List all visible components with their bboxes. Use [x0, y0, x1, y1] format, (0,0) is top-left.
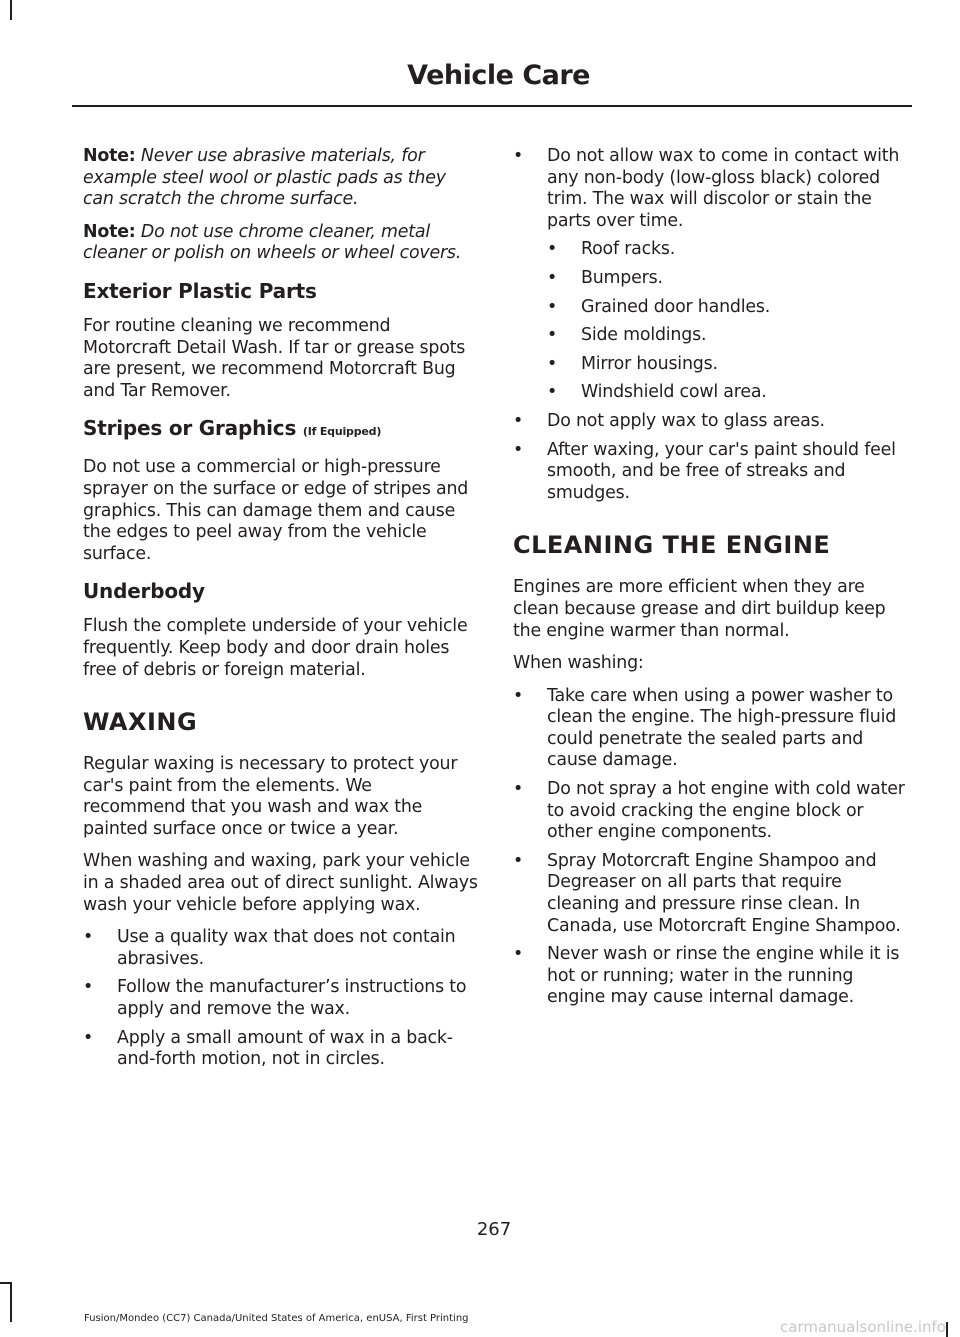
footer-text: Fusion/Mondeo (CC7) Canada/United States of America, enUSA, First Printing	[84, 1313, 469, 1324]
list-item	[83, 1028, 478, 1071]
sub-list-item-text: Roof racks.	[581, 239, 676, 260]
list-item	[513, 440, 911, 505]
cleaning-engine-heading: CLEANING THE ENGINE	[513, 531, 831, 560]
list-item	[513, 851, 911, 937]
list-item-text: Do not spray a hot engine with cold water to avoid cracking the engine block or other engine components.	[547, 779, 905, 843]
bullet-icon: •	[513, 944, 524, 965]
bullet-icon: •	[547, 353, 558, 374]
waxing-bullet-list-continued	[513, 146, 911, 504]
bullet-icon: •	[513, 779, 524, 800]
crop-mark-top-left	[10, 0, 12, 20]
crop-mark-bottom-left-horizontal	[0, 1282, 12, 1284]
list-item-text: Take care when using a power washer to clean the engine. The high-pressure fluid could penetrate the sealed parts and cause damage.	[547, 685, 897, 771]
note-label: Note:	[83, 221, 136, 242]
bullet-icon: •	[513, 850, 524, 871]
sub-list-item	[547, 325, 911, 347]
bullet-icon: •	[83, 927, 94, 948]
list-item-text: Do not apply wax to glass areas.	[547, 410, 825, 431]
list-item	[513, 944, 911, 1009]
note-chrome-cleaner	[83, 222, 478, 265]
list-item	[513, 411, 911, 433]
stripes-heading-qualifier: (If Equipped)	[302, 425, 382, 439]
waxing-bullet-list	[83, 927, 478, 1071]
sub-list-item	[547, 354, 911, 376]
note-text: Do not use chrome cleaner, metal cleaner or polish on wheels or wheel covers.	[83, 221, 462, 264]
sub-list-item-text: Side moldings.	[581, 325, 707, 346]
trim-parts-sub-list	[547, 239, 911, 404]
bullet-icon: •	[83, 977, 94, 998]
page-header-title: Vehicle Care	[407, 60, 590, 91]
list-item	[83, 927, 478, 970]
bullet-icon: •	[547, 325, 558, 346]
watermark: carmanualsonline.info	[780, 1318, 946, 1336]
note-text: Never use abrasive materials, for example steel wool or plastic pads as they can scratch the chrome surface.	[83, 146, 446, 210]
list-item-text: Never wash or rinse the engine while it is hot or running; water in the running engine may cause internal damage.	[547, 944, 900, 1008]
exterior-plastic-parts-heading: Exterior Plastic Parts	[83, 278, 317, 303]
stripes-graphics-heading	[83, 415, 478, 445]
bullet-icon: •	[547, 239, 558, 260]
when-washing-label: When washing:	[513, 653, 644, 674]
list-item	[513, 686, 911, 772]
stripes-graphics-text: Do not use a commercial or high-pressure sprayer on the surface or edge of stripes and graphics. This can damage them and cause the edges to peel away from the vehicle surface.	[83, 457, 469, 564]
bullet-icon: •	[547, 296, 558, 317]
list-item	[513, 779, 911, 844]
bullet-icon: •	[547, 382, 558, 403]
waxing-heading: WAXING	[83, 708, 198, 737]
sub-list-item-text: Grained door handles.	[581, 296, 771, 317]
bullet-icon: •	[547, 267, 558, 288]
waxing-intro: Regular waxing is necessary to protect your car's paint from the elements. We recommend that you wash and wax the painted surface once or twice a year.	[83, 754, 458, 839]
left-column	[83, 146, 478, 1078]
list-item-text: Spray Motorcraft Engine Shampoo and Degreaser on all parts that require cleaning and pressure rinse clean. In Canada, use Motorcraft Engine Shampoo.	[547, 850, 901, 936]
note-label: Note:	[83, 146, 136, 166]
list-item	[83, 977, 478, 1020]
sub-list-item	[547, 239, 911, 261]
exterior-plastic-parts-text: For routine cleaning we recommend Motorcraft Detail Wash. If tar or grease spots are present, we recommend Motorcraft Bug and Tar Remover.	[83, 315, 466, 401]
sub-list-item-text: Mirror housings.	[581, 353, 718, 374]
list-item-text: Apply a small amount of wax in a back-and-forth motion, not in circles.	[117, 1027, 453, 1070]
right-column	[513, 146, 911, 1016]
cleaning-engine-intro: Engines are more efficient when they are clean because grease and dirt buildup keep the engine warmer than normal.	[513, 577, 886, 641]
bullet-icon: •	[83, 1027, 94, 1048]
engine-bullet-list	[513, 686, 911, 1009]
list-item-text: After waxing, your car's paint should feel smooth, and be free of streaks and smudges.	[547, 439, 896, 503]
crop-mark-bottom-left-vertical	[10, 1282, 12, 1322]
page-number: 267	[476, 1219, 512, 1240]
stripes-heading-text: Stripes or Graphics	[83, 416, 297, 441]
sub-list-item	[547, 382, 911, 404]
note-chrome-abrasives	[83, 146, 478, 211]
list-item-text: Do not allow wax to come in contact with any non-body (low-gloss black) colored trim. The wax will discolor or stain the parts over time.	[547, 146, 900, 231]
bullet-icon: •	[513, 439, 524, 460]
underbody-text: Flush the complete underside of your vehicle frequently. Keep body and door drain holes free of debris or foreign material.	[83, 616, 468, 680]
sub-list-item-text: Windshield cowl area.	[581, 382, 767, 403]
bullet-icon: •	[513, 410, 524, 431]
list-item	[513, 146, 911, 404]
sub-list-item-text: Bumpers.	[581, 267, 663, 288]
bullet-icon: •	[513, 685, 524, 706]
underbody-heading: Underbody	[83, 579, 205, 604]
sub-list-item	[547, 268, 911, 290]
list-item-text: Follow the manufacturer’s instructions to apply and remove the wax.	[117, 977, 467, 1020]
header-rule	[72, 105, 912, 107]
list-item-text: Use a quality wax that does not contain abrasives.	[117, 927, 456, 969]
crop-mark-bottom-right	[946, 1322, 948, 1337]
bullet-icon: •	[513, 146, 524, 166]
sub-list-item	[547, 297, 911, 319]
waxing-instructions: When washing and waxing, park your vehicle in a shaded area out of direct sunlight. Always wash your vehicle before applying wax.	[83, 851, 478, 915]
